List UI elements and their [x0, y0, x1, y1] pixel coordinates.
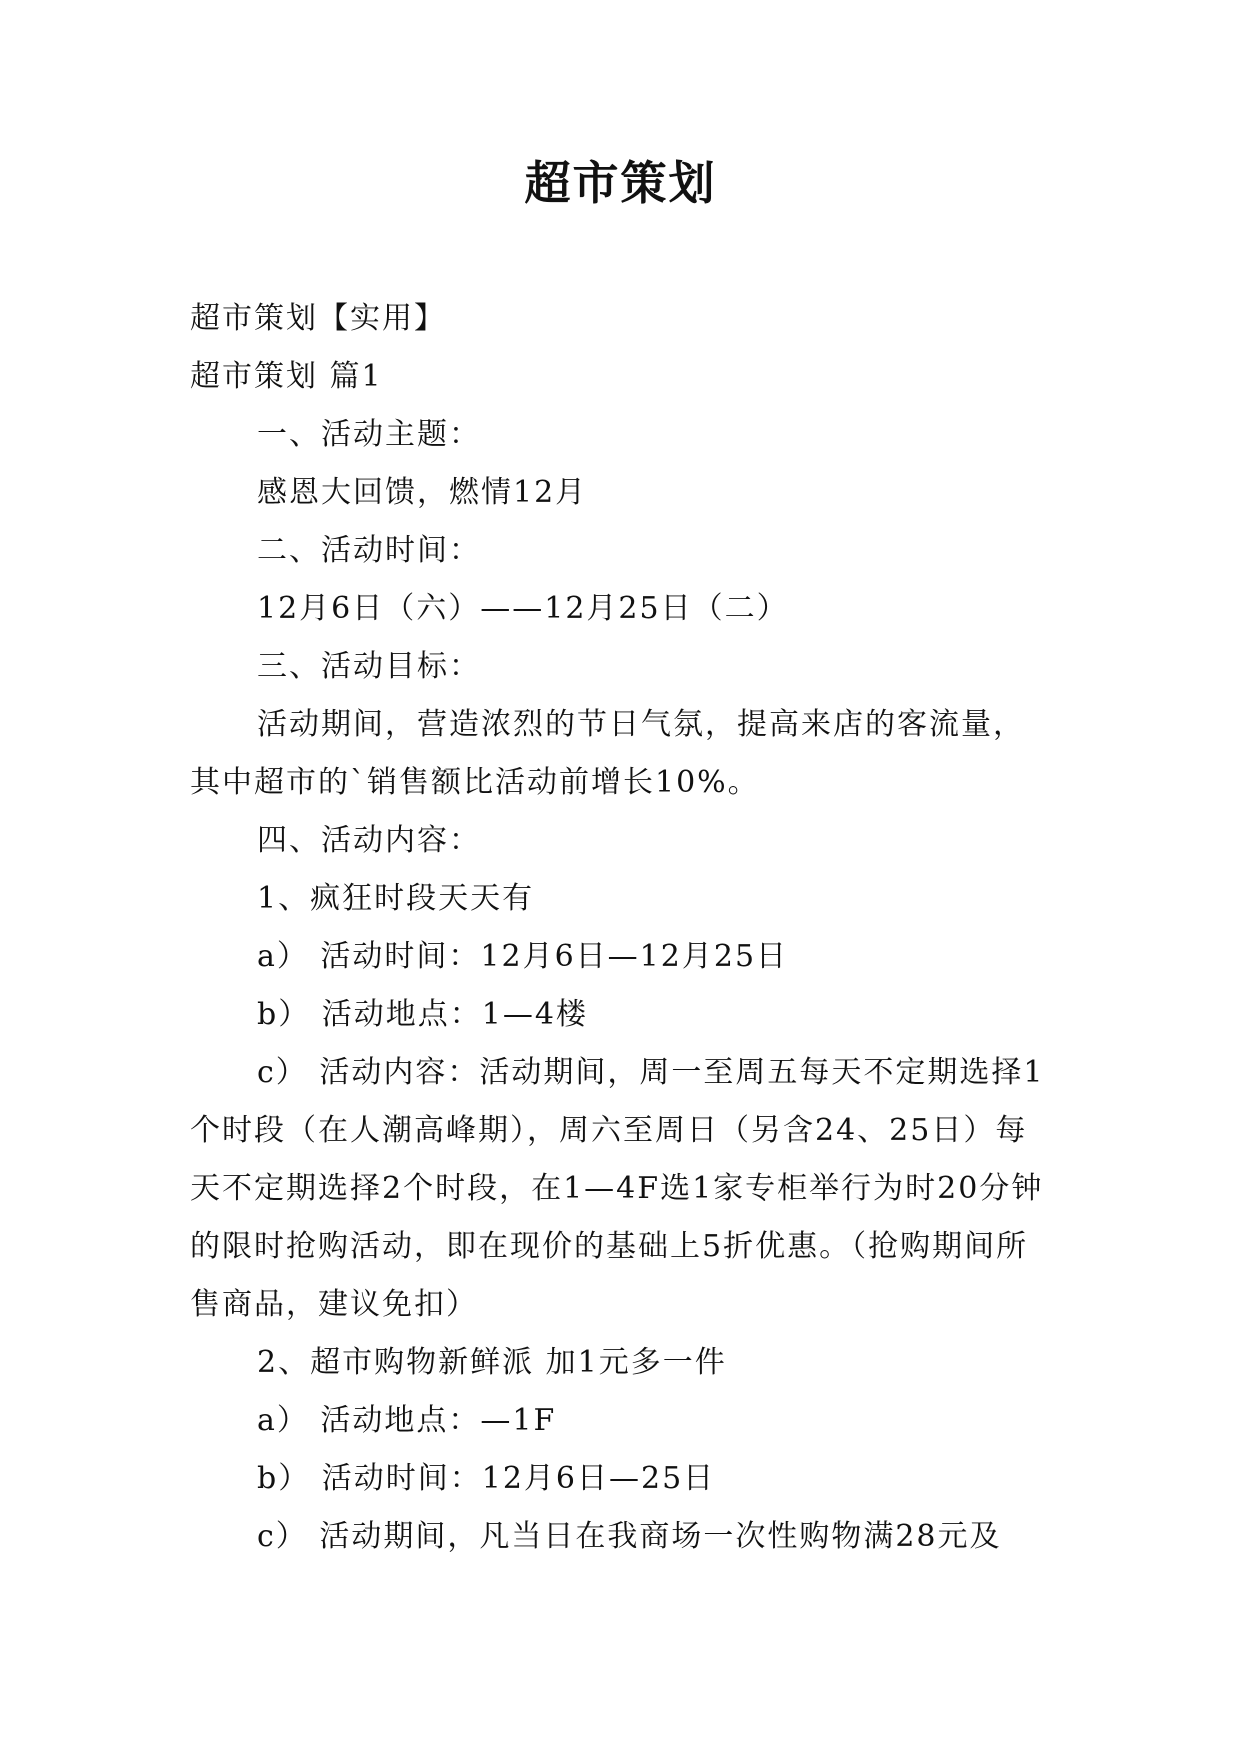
paragraph: a） 活动地点：—1F	[257, 1403, 557, 1438]
paragraph: 三、活动目标：	[257, 649, 481, 684]
paragraph: 1、疯狂时段天天有	[257, 881, 535, 916]
document-body	[190, 290, 1050, 1566]
paragraph: 一、活动主题：	[257, 417, 481, 452]
paragraph: 感恩大回馈，燃情12月	[257, 475, 588, 510]
paragraph: b） 活动时间：12月6日—25日	[257, 1461, 716, 1496]
paragraph: b） 活动地点：1—4楼	[257, 997, 588, 1032]
paragraph: 12月6日（六）——12月25日（二）	[257, 591, 789, 626]
paragraph: 活动期间，营造浓烈的节日气氛，提高来店的客流量，其中超市的`销售额比活动前增长10%。	[190, 707, 1025, 800]
paragraph: a） 活动时间：12月6日—12月25日	[257, 939, 789, 974]
paragraph: 四、活动内容：	[257, 823, 481, 858]
document-title: 超市策划	[524, 156, 717, 210]
paragraph: 二、活动时间：	[257, 533, 481, 568]
paragraph: 超市策划 篇1	[190, 359, 383, 394]
paragraph: c） 活动内容：活动期间，周一至周五每天不定期选择1个时段（在人潮高峰期），周六至周日（另含24、25日）每天不定期选择2个时段，在1—4F选1家专柜举行为时20分钟的限时抢购活动，即在现价的基础上5折优惠。（抢购期间所售商品，建议免扣）	[190, 1055, 1045, 1322]
paragraph: 超市策划【实用】	[190, 301, 446, 336]
paragraph: c） 活动期间，凡当日在我商场一次性购物满28元及	[257, 1519, 1002, 1554]
paragraph: 2、超市购物新鲜派 加1元多一件	[257, 1345, 727, 1380]
